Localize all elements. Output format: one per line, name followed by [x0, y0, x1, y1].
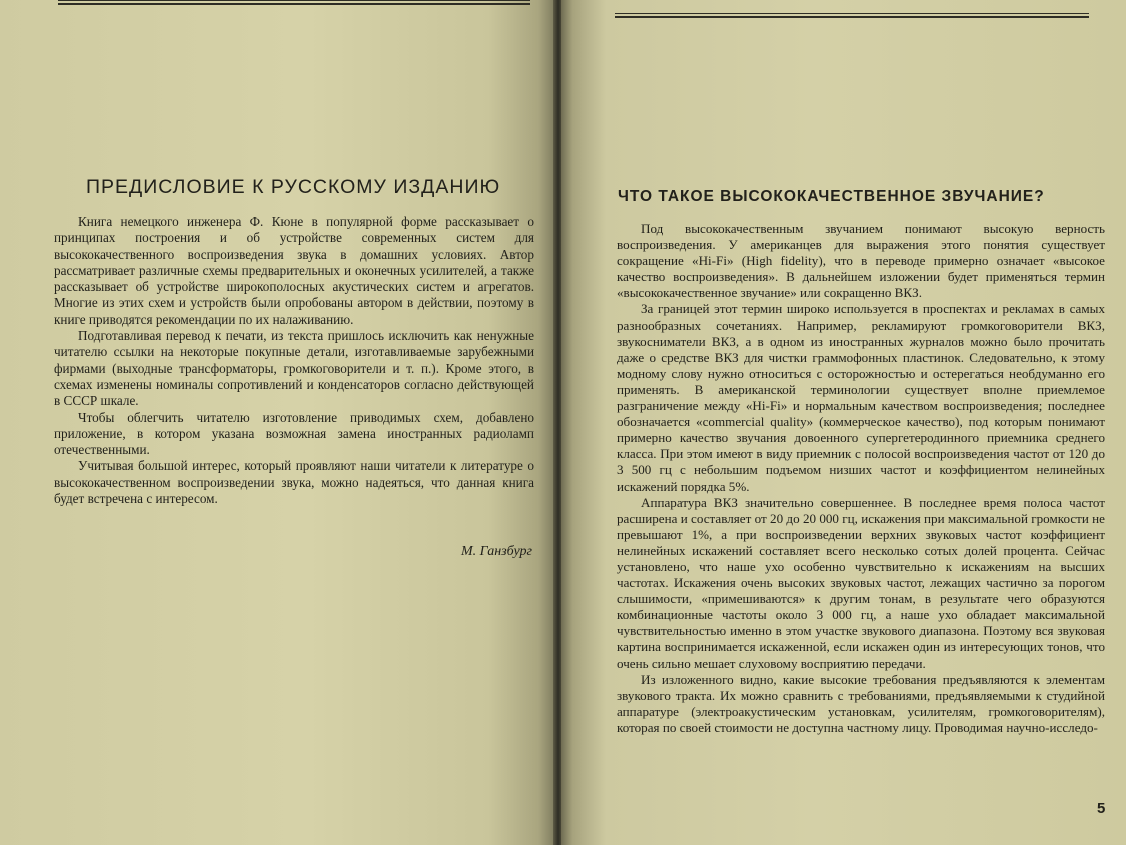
page-number: 5	[1097, 800, 1106, 817]
left-page	[0, 0, 555, 845]
top-rule	[58, 0, 530, 5]
paragraph: Аппаратура ВКЗ значительно совершеннее. В последнее время полоса частот расширена и составляет от 20 до 20 000 гц, искажения при максимальной громкости не превышают 1%, а при воспроизведении верхних звуковых частот коэффициент нелинейных искажений составляет всего несколько сотых долей процента. Сейчас установлено, что наше ухо особенно чувствительно к искажениям на высших частотах. Искажения очень высоких звуковых частот, лежащих частично за порогом слышимости, «примешиваются» к другим тонам, в результате чего образуются комбинационные частоты около 3 000 гц, а наше ухо обладает максимальной чувствительностью именно в этом участке звукового диапазона. Поэтому вся звуковая картина воспринимается искаженной, если искажен один из интересующих тонов, что очень сильно мешает слуховому восприятию передачи.	[617, 494, 1105, 671]
preface-heading: ПРЕДИСЛОВИЕ К РУССКОМУ ИЗДАНИЮ	[86, 176, 501, 198]
paragraph: За границей этот термин широко используется в проспектах и рекламах в самых разнообразных сочетаниях. Например, рекламируют громкоговорители ВКЗ, звукосниматели ВКЗ, а в одном из иностранных журналов можно было прочитать даже о средстве ВКЗ для чистки граммофонных пластинок. Следовательно, к этому модному слову нужно относиться с осторожностью и остерегаться необдуманно его применять. В американской терминологии существует вполне приемлемое разграничение между «Hi-Fi» и нормальным качеством воспроизведения; последнее обозначается «commercial quality» (коммерческое качество), под которым понимают примерно качество звучания довоенного супергетеродинного приемника среднего класса. При этом имеют в виду приемник с полосой воспроизведения частот от 120 до 3 500 гц с небольшим подъемом низших частот и коэффициентом нелинейных искажений порядка 5%.	[617, 301, 1105, 494]
chapter-heading: ЧТО ТАКОЕ ВЫСОКОКАЧЕСТВЕННОЕ ЗВУЧАНИЕ?	[618, 188, 1045, 205]
paragraph: Подготавливая перевод к печати, из текста пришлось исключить как ненужные читателю ссылки на некоторые покупные детали, изготавливаемые зарубежными фирмами (выходные трансформаторы, громкоговорители и т. п.). Кроме этого, в схемах изменены номиналы сопротивлений и конденсаторов согласно действующей в СССР шкале.	[54, 328, 534, 409]
preface-text	[54, 214, 534, 507]
signature: М. Ганзбург	[460, 544, 532, 559]
right-page	[561, 0, 1126, 845]
paragraph: Учитывая большой интерес, который проявляют наши читатели к литературе о высококачественном воспроизведении звука, можно надеяться, что данная книга будет встречена с интересом.	[54, 458, 534, 507]
paragraph: Чтобы облегчить читателю изготовление приводимых схем, добавлено приложение, в котором указана возможная замена иностранных радиоламп отечественными.	[54, 409, 534, 458]
paragraph: Книга немецкого инженера Ф. Кюне в популярной форме рассказывает о принципах построения и об устройстве современных систем для высококачественного воспроизведения звука в домашних условиях. Автор рассматривает различные схемы предварительных и оконечных усилителей, а также рассказывает об устройстве широкополосных акустических систем и агрегатов. Многие из этих схем и устройств были опробованы автором в действии, поэтому в книге приводятся рекомендации по их налаживанию.	[54, 214, 534, 327]
paragraph: Под высококачественным звучанием понимают высокую верность воспроизведения. У американцев для выражения этого понятия существует сокращение «Hi-Fi» (High fidelity), что в переводе примерно означает «высокое качество воспроизведения». В дальнейшем изложении будет применяться термин «высококачественное звучание» или сокращенно ВКЗ.	[617, 221, 1105, 301]
top-rule	[615, 13, 1089, 18]
paragraph: Из изложенного видно, какие высокие требования предъявляются к элементам звукового тракта. Их можно сравнить с требованиями, предъявляемыми к студийной аппаратуре (электроакустическим установкам, усилителям, громкоговорителям), которая по своей стоимости не доступна частному лицу. Проводимая научно-исследо-	[617, 671, 1105, 735]
chapter-text	[617, 221, 1105, 736]
